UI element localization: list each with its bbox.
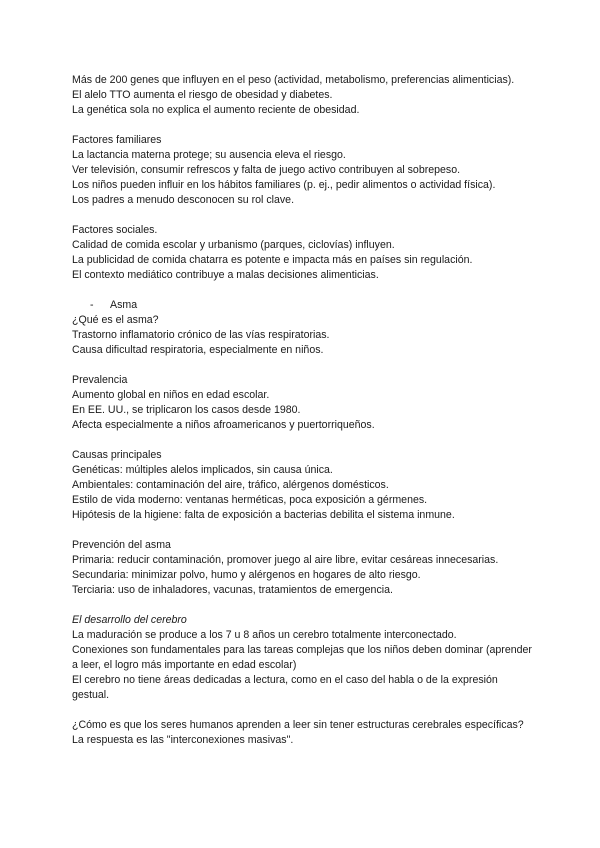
- causes-line-1: Genéticas: múltiples alelos implicados, sin causa única.: [72, 464, 333, 476]
- prevention-section: [72, 538, 532, 598]
- prevalence-line-3: Afecta especialmente a niños afroamericanos y puertorriqueños.: [72, 419, 375, 431]
- genetics-line-1: Más de 200 genes que influyen en el peso (actividad, metabolismo, preferencias alimenticias).: [72, 74, 515, 86]
- causes-section: [72, 448, 532, 523]
- causes-line-3: Estilo de vida moderno: ventanas herméticas, poca exposición a gérmenes.: [72, 494, 428, 506]
- prevention-line-3: Terciaria: uso de inhaladores, vacunas, tratamientos de emergencia.: [72, 584, 393, 596]
- genetics-section: [72, 73, 532, 118]
- causes-line-2: Ambientales: contaminación del aire, tráfico, alérgenos domésticos.: [72, 479, 389, 491]
- reading-answer: La respuesta es las "interconexiones masivas".: [72, 734, 294, 746]
- social-factors-section: [72, 223, 532, 283]
- social-factors-line-3: El contexto mediático contribuye a malas decisiones alimenticias.: [72, 269, 379, 281]
- family-factors-line-3: Los niños pueden influir en los hábitos familiares (p. ej., pedir alimentos o actividad física).: [72, 179, 496, 191]
- document-content: [72, 73, 532, 763]
- asthma-section: [72, 298, 532, 358]
- reading-section: [72, 718, 532, 748]
- asthma-bullet-item: [72, 298, 532, 313]
- prevention-line-1: Primaria: reducir contaminación, promover juego al aire libre, evitar cesáreas innecesarias.: [72, 554, 499, 566]
- prevalence-line-1: Aumento global en niños en edad escolar.: [72, 389, 270, 401]
- family-factors-section: [72, 133, 532, 208]
- brain-line-1: La maduración se produce a los 7 u 8 años un cerebro totalmente interconectado.: [72, 629, 457, 641]
- causes-line-4: Hipótesis de la higiene: falta de exposición a bacterias debilita el sistema inmune.: [72, 509, 455, 521]
- family-factors-heading: Factores familiares: [72, 134, 162, 146]
- brain-line-3: El cerebro no tiene áreas dedicadas a lectura, como en el caso del habla o de la expresión gestual.: [72, 674, 498, 701]
- brain-heading: El desarrollo del cerebro: [72, 614, 187, 626]
- asthma-question: ¿Qué es el asma?: [72, 314, 159, 326]
- family-factors-line-2: Ver televisión, consumir refrescos y falta de juego activo contribuyen al sobrepeso.: [72, 164, 461, 176]
- genetics-line-3: La genética sola no explica el aumento reciente de obesidad.: [72, 104, 360, 116]
- family-factors-line-1: La lactancia materna protege; su ausencia eleva el riesgo.: [72, 149, 346, 161]
- social-factors-heading: Factores sociales.: [72, 224, 158, 236]
- prevention-line-2: Secundaria: minimizar polvo, humo y alérgenos en hogares de alto riesgo.: [72, 569, 421, 581]
- social-factors-line-2: La publicidad de comida chatarra es potente e impacta más en países sin regulación.: [72, 254, 473, 266]
- bullet-dash: -: [90, 299, 94, 311]
- brain-section: [72, 613, 532, 703]
- reading-question: ¿Cómo es que los seres humanos aprenden a leer sin tener estructuras cerebrales específicas?: [72, 719, 524, 731]
- family-factors-line-4: Los padres a menudo desconocen su rol clave.: [72, 194, 295, 206]
- prevalence-section: [72, 373, 532, 433]
- asthma-line-1: Trastorno inflamatorio crónico de las vías respiratorias.: [72, 329, 330, 341]
- prevention-heading: Prevención del asma: [72, 539, 171, 551]
- prevalence-heading: Prevalencia: [72, 374, 128, 386]
- prevalence-line-2: En EE. UU., se triplicaron los casos desde 1980.: [72, 404, 301, 416]
- brain-line-2: Conexiones son fundamentales para las tareas complejas que los niños deben dominar (aprender a leer, el logro más importante en edad escolar): [72, 644, 532, 671]
- genetics-line-2: El alelo TTO aumenta el riesgo de obesidad y diabetes.: [72, 89, 333, 101]
- asthma-title: Asma: [110, 299, 138, 311]
- asthma-line-2: Causa dificultad respiratoria, especialmente en niños.: [72, 344, 324, 356]
- causes-heading: Causas principales: [72, 449, 162, 461]
- social-factors-line-1: Calidad de comida escolar y urbanismo (parques, ciclovías) influyen.: [72, 239, 395, 251]
